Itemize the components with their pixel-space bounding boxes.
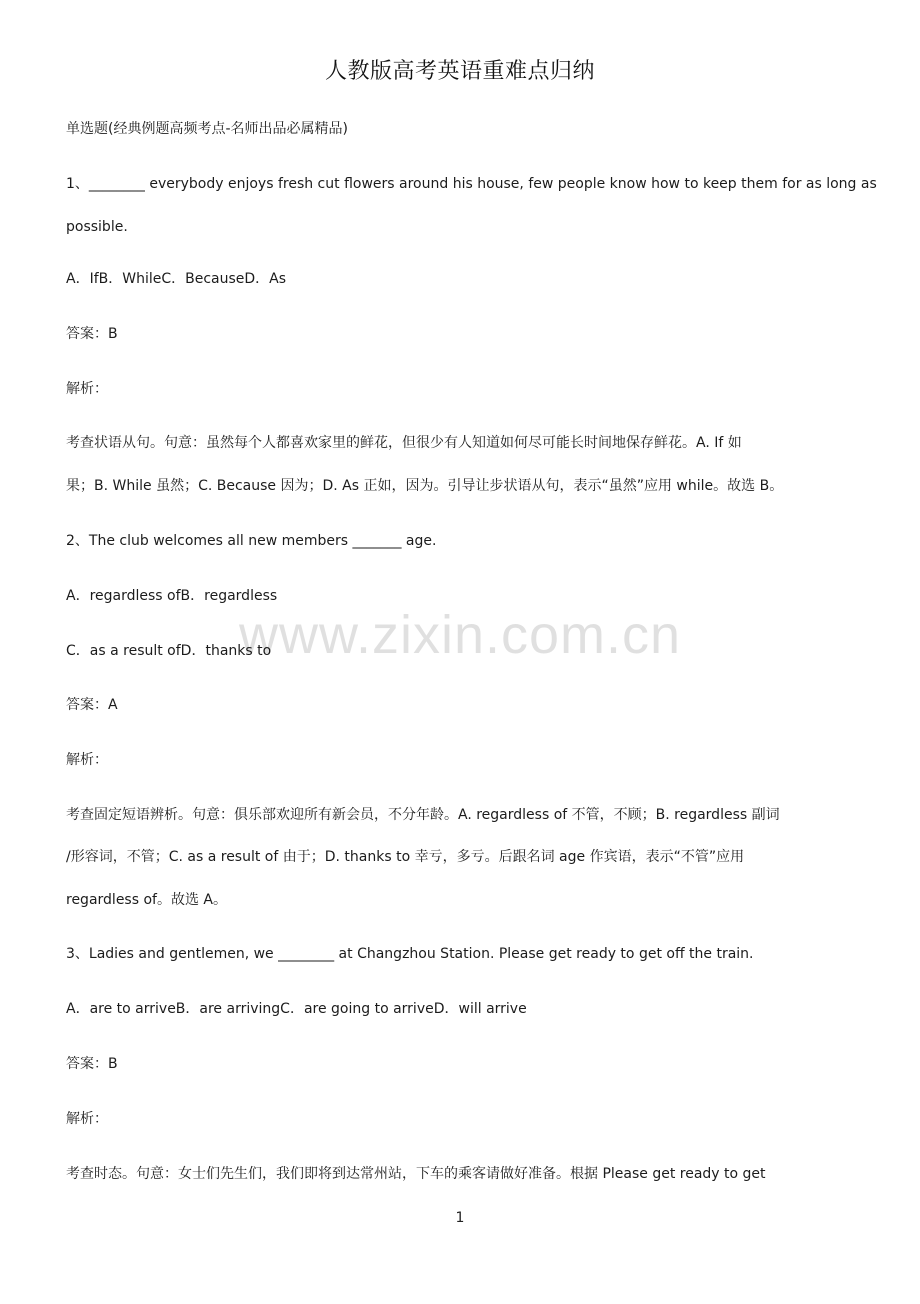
page-number: 1	[455, 1210, 465, 1226]
question-answer: 答案：B	[66, 1056, 118, 1072]
analysis-text-continued: 果；B. While 虽然；C. Because 因为；D. As 正如，因为。引导让步状语从句，表示“虽然”应用 while。故选 B。	[66, 478, 784, 494]
analysis-text: 考查状语从句。句意：虽然每个人都喜欢家里的鲜花，但很少有人知道如何尽可能长时间地保存鲜花。A. If 如	[66, 435, 742, 451]
question-answer: 答案：B	[66, 326, 118, 342]
question-options-continued: C．as a result ofD．thanks to	[66, 643, 272, 659]
analysis-text-continued: regardless of。故选 A。	[66, 892, 227, 908]
section-heading: 单选题(经典例题高频考点-名师出品必属精品)	[66, 121, 348, 137]
question-options: A．regardless ofB．regardless	[66, 588, 278, 604]
question-stem: 3、Ladies and gentlemen, we ________ at Changzhou Station. Please get ready to get off the train.	[66, 946, 754, 962]
question-answer: 答案：A	[66, 697, 118, 713]
analysis-label: 解析：	[66, 381, 108, 397]
question-options: A．IfB．WhileC．BecauseD．As	[66, 271, 287, 287]
analysis-text: 考查时态。句意：女士们先生们，我们即将到达常州站，下车的乘客请做好准备。根据 Please get ready to get	[66, 1166, 766, 1182]
question-stem: 1、________ everybody enjoys fresh cut flowers around his house, few people know how to keep them for as long as	[66, 176, 877, 192]
analysis-text: 考查固定短语辨析。句意：俱乐部欢迎所有新会员，不分年龄。A. regardless of 不管，不顾；B. regardless 副词	[66, 807, 780, 823]
question-options: A．are to arriveB．are arrivingC．are going to arriveD．will arrive	[66, 1001, 527, 1017]
question-stem-continued: possible.	[66, 219, 128, 235]
analysis-label: 解析：	[66, 752, 108, 768]
analysis-text-continued: /形容词，不管；C. as a result of 由于；D. thanks to 幸亏，多亏。后跟名词 age 作宾语，表示“不管”应用	[66, 849, 745, 865]
watermark: www.zixin.com.cn	[238, 605, 682, 665]
document-title: 人教版高考英语重难点归纳	[324, 59, 595, 84]
analysis-label: 解析：	[66, 1111, 108, 1127]
question-stem: 2、The club welcomes all new members _______ age.	[66, 533, 437, 549]
